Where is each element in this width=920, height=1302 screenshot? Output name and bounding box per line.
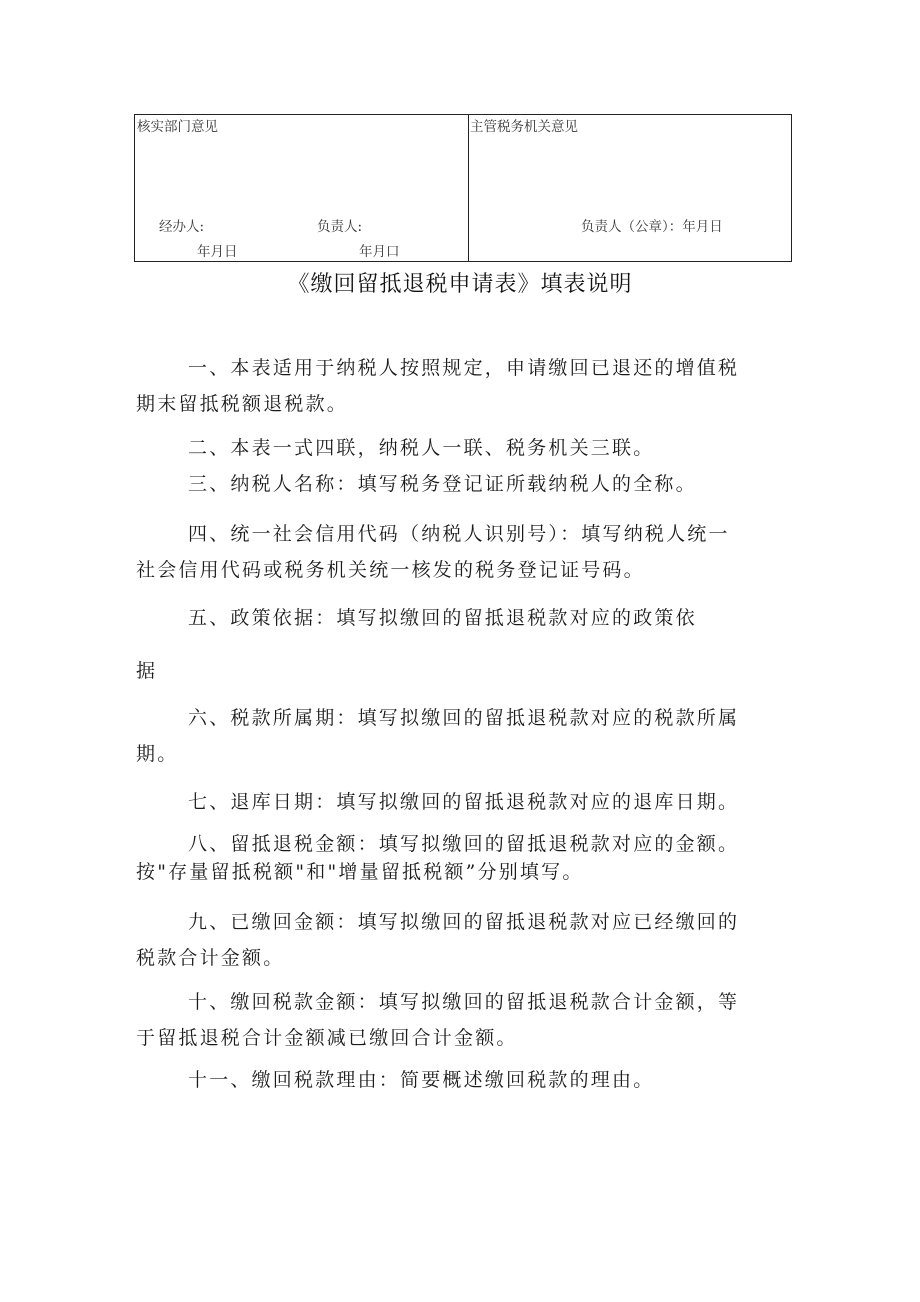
instruction-paragraph <box>136 350 796 422</box>
instruction-paragraph <box>136 784 796 820</box>
instruction-paragraph <box>136 984 796 1056</box>
instruction-line: 社会信用代码或税务机关统一核发的税务登记证号码。 <box>136 559 645 581</box>
instruction-line: 期末留抵税额退税款。 <box>136 393 349 415</box>
instruction-line: 二、本表一式四联，纳税人一联、税务机关三联。 <box>188 437 655 459</box>
instruction-line: 十、缴回税款金额：填写拟缴回的留抵退税款合计金额，等 <box>188 991 740 1013</box>
verification-dept-opinion-label: 核实部门意见 <box>137 119 218 135</box>
instruction-line: 三、纳税人名称：填写税务登记证所载纳税人的全称。 <box>188 473 697 495</box>
table-divider <box>468 115 469 261</box>
instruction-line: 期。 <box>136 743 179 765</box>
instruction-line: 据 <box>136 660 158 682</box>
instruction-paragraph <box>136 600 796 636</box>
instruction-line: 一、本表适用于纳税人按照规定，申请缴回已退还的增值税 <box>188 357 740 379</box>
instruction-paragraph <box>136 466 796 502</box>
instruction-paragraph <box>136 904 796 976</box>
instruction-line: 十一、缴回税款理由：简要概述缴回税款的理由。 <box>188 1069 655 1091</box>
responsible-date: 年月口 <box>359 244 400 260</box>
instruction-line: 按"存量留抵税额"和"增量留抵税额”分别填写。 <box>136 861 584 883</box>
instruction-paragraph <box>136 430 796 466</box>
handler-label: 经办人: <box>159 219 205 235</box>
instruction-paragraph <box>136 1062 796 1098</box>
instruction-paragraph <box>136 700 796 772</box>
instruction-paragraph <box>136 830 796 886</box>
instruction-line: 七、退库日期：填写拟缴回的留抵退税款对应的退库日期。 <box>188 791 740 813</box>
tax-authority-opinion-label: 主管税务机关意见 <box>470 119 578 135</box>
instruction-line: 九、已缴回金额：填写拟缴回的留抵退税款对应已经缴回的 <box>188 911 740 933</box>
instruction-line: 于留抵退税合计金额减已缴回合计金额。 <box>136 1027 518 1049</box>
instruction-line: 六、税款所属期：填写拟缴回的留抵退税款对应的税款所属 <box>188 707 740 729</box>
handler-date: 年月日 <box>197 244 238 260</box>
instruction-line: 税款合计金额。 <box>136 947 285 969</box>
instruction-line: 四、统一社会信用代码（纳税人识别号）：填写纳税人统一 <box>188 523 730 545</box>
document-title: 《缴回留抵退税申请表》填表说明 <box>287 272 633 297</box>
instruction-paragraph <box>136 653 796 689</box>
opinion-form-table <box>134 114 792 262</box>
instruction-line: 五、政策依据：填写拟缴回的留抵退税款对应的政策依 <box>188 607 697 629</box>
authority-signature-line: 负责人（公章）：年月日 <box>581 219 723 235</box>
responsible-person-label: 负责人: <box>317 219 363 235</box>
instruction-paragraph <box>136 516 796 588</box>
instruction-line: 八、留抵退税金额：填写拟缴回的留抵退税款对应的金额。 <box>188 833 740 855</box>
